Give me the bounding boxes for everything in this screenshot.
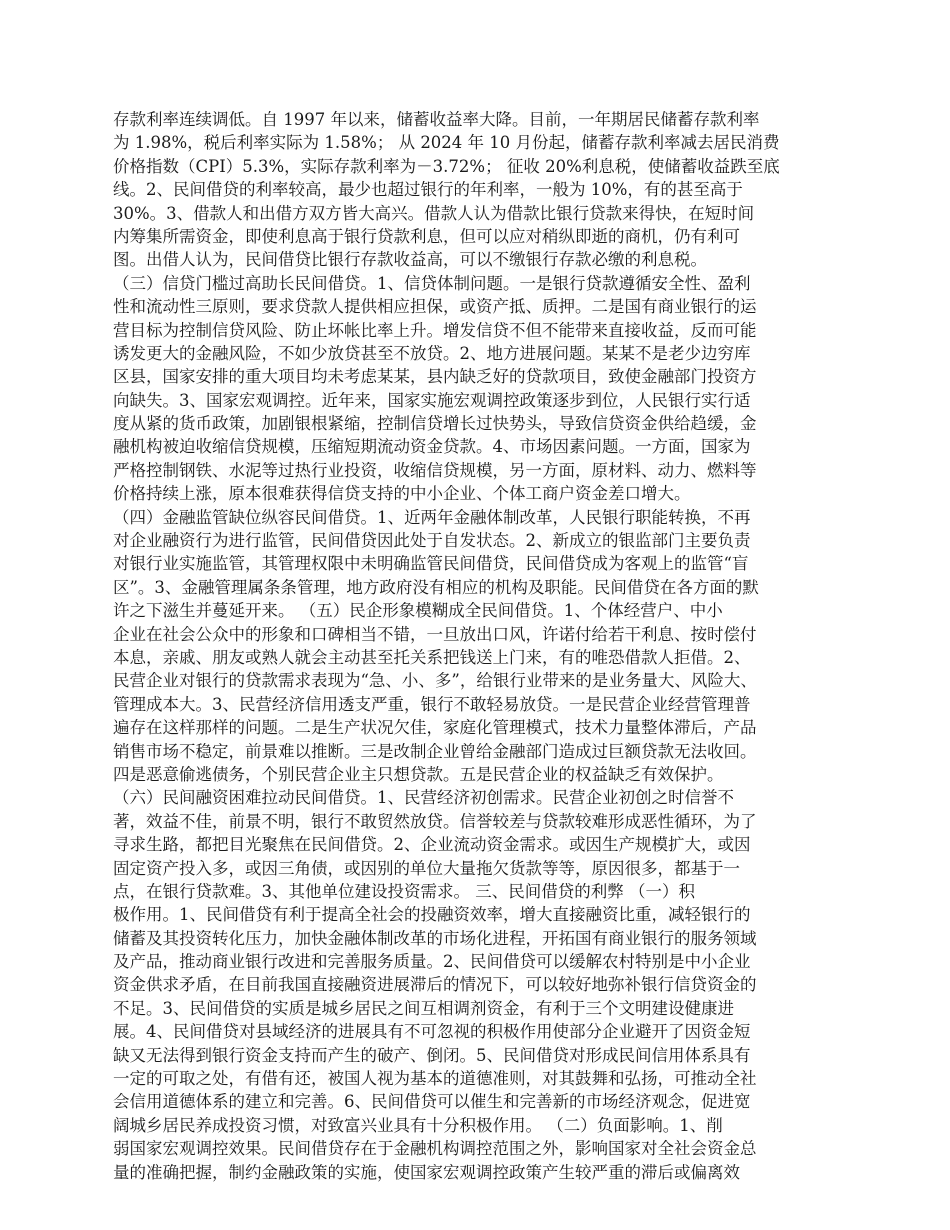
text-line: 销售市场不稳定，前景难以推断。三是改制企业曾给金融部门造成过巨额贷款无法收回。 bbox=[113, 741, 757, 761]
text-line: 线。2、民间借贷的利率较高，最少也超过银行的年利率，一般为 10%，有的甚至高于 bbox=[113, 180, 743, 200]
text-line: 量的准确把握，制约金融政策的实施，使国家宏观调控政策产生较严重的滞后或偏离效 bbox=[113, 1162, 740, 1182]
text-line: 不足。3、民间借贷的实质是城乡居民之间互相调剂资金，有利于三个文明建设健康进 bbox=[113, 998, 734, 1018]
text-line: 性和流动性三原则，要求贷款人提供相应担保，或资产抵、质押。二是国有商业银行的运 bbox=[113, 297, 757, 317]
text-line: 管理成本大。3、民营经济信用透支严重，银行不敢轻易放贷。一是民营企业经营管理普 bbox=[113, 694, 751, 714]
text-line: 寻求生路，都把目光聚焦在民间借贷。2、企业流动资金需求。或因生产规模扩大，或因 bbox=[113, 835, 751, 855]
text-line: 阔城乡居民养成投资习惯，对致富兴业具有十分积极作用。 （二）负面影响。1、削 bbox=[113, 1115, 723, 1135]
text-line: 著，效益不佳，前景不明，银行不敢贸然放贷。信誉较差与贷款较难形成恶性循环，为了 bbox=[113, 811, 757, 831]
text-line: 价格指数（CPI）5.3%，实际存款利率为－3.72%； 征收 20%利息税，使储蓄收益跌至底 bbox=[113, 156, 780, 176]
text-line: （三）信贷门槛过高助长民间借贷。1、信贷体制问题。一是银行贷款遵循安全性、盈利 bbox=[113, 273, 751, 293]
text-line: 极作用。1、民间借贷有利于提高全社会的投融资效率，增大直接融资比重，减轻银行的 bbox=[113, 905, 751, 925]
text-line: 会信用道德体系的建立和完善。6、民间借贷可以催生和完善新的市场经济观念，促进宽 bbox=[113, 1092, 751, 1112]
text-line: 本息，亲戚、朋友或熟人就会主动甚至托关系把钱送上门来，有的唯恐借款人拒借。2、 bbox=[113, 647, 751, 667]
text-line: 对企业融资行为进行监管，民间借贷因此处于自发状态。2、新成立的银监部门主要负责 bbox=[113, 531, 751, 551]
document-body bbox=[113, 108, 840, 1184]
text-line: 营目标为控制信贷风险、防止坏帐比率上升。增发信贷不但不能带来直接收益，反而可能 bbox=[113, 320, 757, 340]
text-line: 存款利率连续调低。自 1997 年以来，储蓄收益率大降。目前，一年期居民储蓄存款利率 bbox=[113, 110, 760, 129]
text-line: 弱国家宏观调控效果。民间借贷存在于金融机构调控范围之外，影响国家对全社会资金总 bbox=[113, 1139, 757, 1159]
text-line: 诱发更大的金融风险，不如少放贷甚至不放贷。2、地方进展问题。某某不是老少边穷库 bbox=[113, 343, 751, 363]
text-line: 许之下滋生并蔓延开来。 （五）民企形象模糊成全民间借贷。1、个体经营户、中小 bbox=[113, 601, 723, 621]
text-line: （四）金融监管缺位纵容民间借贷。1、近两年金融体制改革，人民银行职能转换，不再 bbox=[113, 507, 751, 527]
text-line: 固定资产投入多，或因三角债，或因别的单位大量拖欠货款等等，原因很多，都基于一 bbox=[113, 858, 740, 878]
text-line: 对银行业实施监管，其管理权限中未明确监管民间借贷，民间借贷成为客观上的监管“盲 bbox=[113, 554, 749, 574]
text-line: 点，在银行贷款难。3、其他单位建设投资需求。 三、民间借贷的利弊 （一）积 bbox=[113, 881, 695, 901]
text-line: 遍存在这样那样的问题。二是生产状况欠佳，家庭化管理模式，技术力量整体滞后，产品 bbox=[113, 718, 757, 738]
text-line: 内筹集所需资金，即使利息高于银行贷款利息，但可以应对稍纵即逝的商机，仍有利可 bbox=[113, 226, 740, 246]
text-line: 储蓄及其投资转化压力，加快金融体制改革的市场化进程，开拓国有商业银行的服务领域 bbox=[113, 928, 757, 948]
text-line: 度从紧的货币政策，加剧银根紧缩，控制信贷增长过快势头，导致信贷资金供给趋缓，金 bbox=[113, 414, 757, 434]
text-line: 缺又无法得到银行资金支持而产生的破产、倒闭。5、民间借贷对形成民间信用体系具有 bbox=[113, 1045, 751, 1065]
text-line: 区”。3、金融管理属条条管理，地方政府没有相应的机构及职能。民间借贷在各方面的默 bbox=[113, 577, 759, 597]
text-line: 图。出借人认为，民间借贷比银行存款收益高，可以不缴银行存款必缴的利息税。 bbox=[113, 250, 707, 270]
text-line: 企业在社会公众中的形象和口碑相当不错，一旦放出口风，许诺付给若干利息、按时偿付 bbox=[113, 624, 757, 644]
text-line: 资金供求矛盾，在目前我国直接融资进展滞后的情况下，可以较好地弥补银行信贷资金的 bbox=[113, 975, 757, 995]
text-line: 为 1.98%，税后利率实际为 1.58%； 从 2024 年 10 月份起，储蓄存款利率减去居民消费 bbox=[113, 133, 780, 153]
text-line: 融机构被迫收缩信贷规模，压缩短期流动资金贷款。4、市场因素问题。一方面，国家为 bbox=[113, 437, 751, 457]
text-line: 及产品，推动商业银行改进和完善服务质量。2、民间借贷可以缓解农村特别是中小企业 bbox=[113, 952, 751, 972]
text-line: （六）民间融资困难拉动民间借贷。1、民营经济初创需求。民营企业初创之时信誉不 bbox=[113, 788, 734, 808]
text-line: 四是恶意偷逃债务，个别民营企业主只想贷款。五是民营企业的权益缺乏有效保护。 bbox=[113, 764, 724, 784]
text-line: 严格控制钢铁、水泥等过热行业投资，收缩信贷规模，另一方面，原材料、动力、燃料等 bbox=[113, 460, 757, 480]
text-line: 一定的可取之处，有借有还，被国人视为基本的道德准则，对其鼓舞和弘扬，可推动全社 bbox=[113, 1069, 757, 1089]
text-line: 区县，国家安排的重大项目均未考虑某某，县内缺乏好的贷款项目，致使金融部门投资方 bbox=[113, 367, 757, 387]
text-line: 向缺失。3、国家宏观调控。近年来，国家实施宏观调控政策逐步到位，人民银行实行适 bbox=[113, 390, 751, 410]
text-line: 价格持续上涨，原本很难获得信贷支持的中小企业、个体工商户资金差口增大。 bbox=[113, 484, 691, 504]
text-line: 展。4、民间借贷对县域经济的进展具有不可忽视的积极作用使部分企业避开了因资金短 bbox=[113, 1022, 751, 1042]
text-line: 民营企业对银行的贷款需求表现为“急、小、多”，给银行业带来的是业务量大、风险大、 bbox=[113, 671, 757, 691]
text-line: 30%。3、借款人和出借方双方皆大高兴。借款人认为借款比银行贷款来得快，在短时间 bbox=[113, 203, 755, 223]
